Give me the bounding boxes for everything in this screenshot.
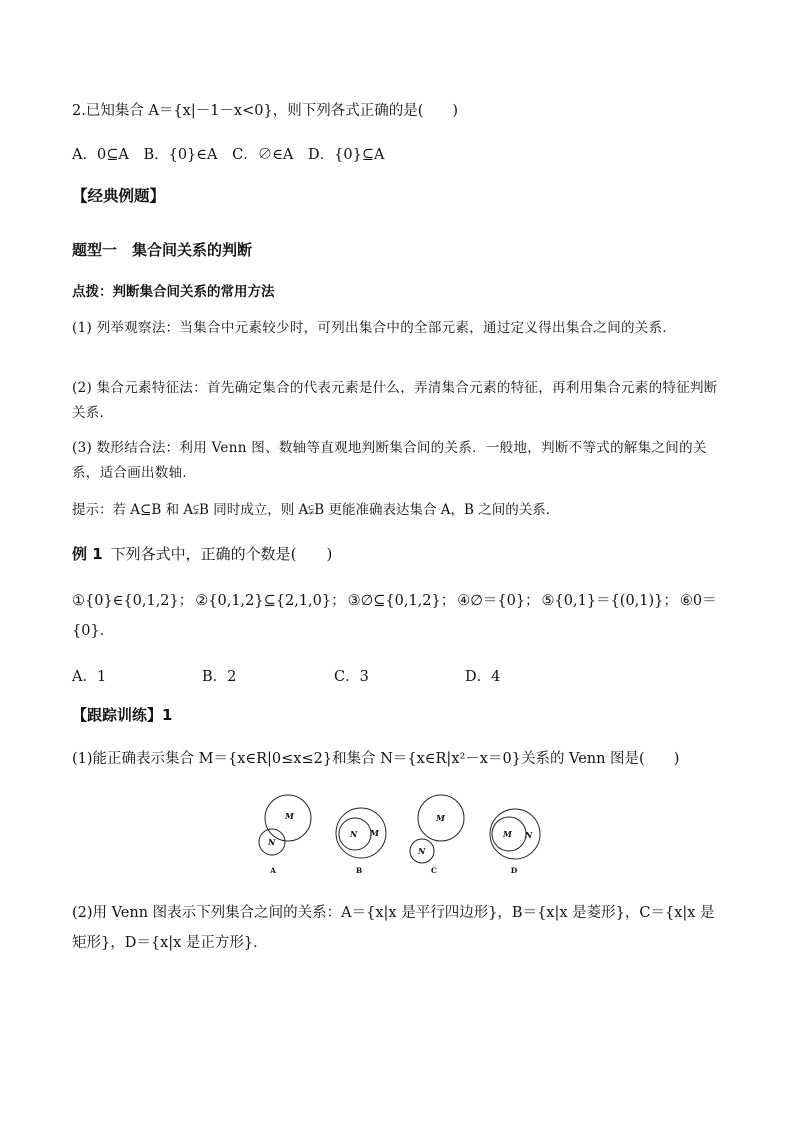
option-c: C．∅∈A (232, 147, 294, 163)
example-1-options (72, 665, 532, 685)
venn-caption-c: C (431, 866, 437, 875)
option-a: A．0⊆A (72, 147, 129, 163)
option-d: D．{0}⊆A (308, 147, 385, 163)
question-2: 2.已知集合 A＝{x|－1－x<0}，则下列各式正确的是( ) (72, 103, 459, 119)
follow-up-title: 【跟踪训练】1 (72, 706, 173, 724)
venn-c-label-n: N (418, 846, 426, 856)
ex-option-b: B．2 (202, 669, 237, 685)
venn-a-label-n: N (268, 837, 276, 847)
hint: 提示：若 A⊆B 和 A⫋B 同时成立，则 A⫋B 更能准确表达集合 A，B 之间的关系． (72, 502, 560, 518)
method-3: (3) 数形结合法：利用 Venn 图、数轴等直观地判断集合间的关系．一般地，判断不等式的解集之间的关系，适合画出数轴． (72, 440, 707, 481)
venn-d-label-m: M (503, 829, 512, 839)
venn-option-d (490, 809, 540, 859)
venn-c-label-m: M (436, 813, 445, 823)
tip-title: 点拨：判断集合间关系的常用方法 (72, 284, 275, 300)
item-2: ②{0,1,2}⊆{2,1,0}； (195, 593, 346, 609)
option-b: B．{0}∈A (143, 147, 218, 163)
ex-option-d: D．4 (465, 669, 501, 685)
venn-b-label-n: N (350, 829, 358, 839)
item-1: ①{0}∈{0,1,2}； (72, 593, 194, 609)
venn-caption-a: A (270, 866, 276, 875)
venn-a-label-m: M (285, 811, 294, 821)
ex-option-a: A．1 (72, 669, 107, 685)
example-1 (72, 544, 332, 564)
venn-caption-b: B (355, 866, 363, 875)
section-title: 【经典例题】 (72, 187, 166, 205)
follow-question-2: (2)用 Venn 图表示下列集合之间的关系：A＝{x|x 是平行四边形}，B＝{x|x 是菱形}，C＝{x|x 是矩形}，D＝{x|x 是正方形}． (72, 905, 715, 951)
item-4: ④∅＝{0}； (457, 593, 540, 609)
venn-b-label-m: M (370, 828, 379, 838)
example-text: 下列各式中，正确的个数是( ) (110, 545, 333, 563)
example-label: 例 1 (72, 545, 103, 563)
follow-question-1: (1)能正确表示集合 M＝{x∈R|0≤x≤2}和集合 N＝{x∈R|x²－x＝0}关系的 Venn 图是( ) (72, 751, 680, 767)
item-6: ⑥0＝{0}． (72, 593, 717, 639)
venn-diagram-options (248, 790, 548, 880)
venn-option-a (259, 795, 311, 855)
question-2-options (72, 145, 394, 165)
type-title: 题型一 集合间关系的判断 (72, 241, 253, 259)
item-5: ⑤{0,1}＝{(0,1)}； (541, 593, 678, 609)
venn-d-label-n: N (525, 830, 533, 840)
venn-d-circle-n (490, 809, 540, 859)
item-3: ③∅⊆{0,1,2}； (347, 593, 456, 609)
venn-caption-d: D (510, 866, 518, 875)
example-1-items (72, 586, 724, 646)
ex-option-c: C．3 (334, 669, 369, 685)
method-2: (2) 集合元素特征法：首先确定集合的代表元素是什么，弄清集合元素的特征，再利用集合元素的特征判断关系． (72, 380, 718, 421)
method-1: (1) 列举观察法：当集合中元素较少时，可列出集合中的全部元素，通过定义得出集合之间的关系． (72, 320, 677, 336)
